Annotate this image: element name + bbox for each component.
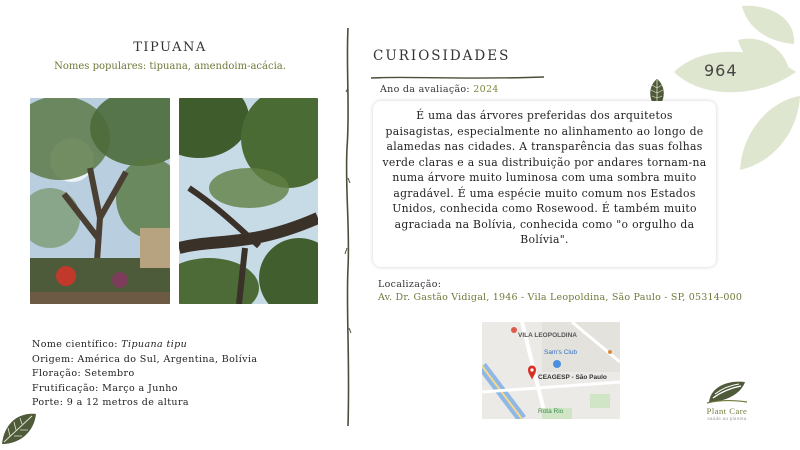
curiosities-text: É uma das árvores preferidas dos arquitetos paisagistas, especialmente no alinhamento ao longo de alamedas nas cidades. A transparência das suas folhas verde claras e a sua distribuição por andares tornam-na numa árvore muito luminosa com uma sombra muito agradável. É uma espécie muito comum nos Estados Unidos, conhecida como Rosewood. É também muito agraciada na Bolívia, conhecida como "o orgulho da Bolívia".	[373, 101, 716, 267]
tree-facts	[32, 338, 257, 411]
record-number: 964	[704, 61, 738, 80]
tree-photo-2	[179, 98, 318, 304]
map-neighborhood: VILA LEOPOLDINA	[518, 332, 577, 339]
fact-scientific-name: Nome científico: Tipuana tipu	[32, 339, 188, 350]
location-address[interactable]: Av. Dr. Gastão Vidigal, 1946 - Vila Leopoldina, São Paulo - SP, 05314-000	[378, 292, 743, 303]
tree-photo-1	[30, 98, 170, 304]
plant-care-logo-icon	[705, 378, 749, 404]
section-title: CURIOSIDADES	[373, 48, 511, 64]
map-place-3: Rota Rio	[538, 408, 564, 415]
map-place-1: Sam's Club	[544, 349, 578, 356]
fact-flowering: Floração: Setembro	[32, 368, 135, 379]
fact-fruiting: Frutificação: Março a Junho	[32, 382, 178, 394]
evaluation-year: Ano da avaliação: 2024	[380, 84, 499, 95]
map-place-2: CEAGESP - São Paulo	[538, 374, 607, 381]
popular-names: Nomes populares: tipuana, amendoim-acácia.	[54, 61, 286, 72]
brand-name: Plant Care	[706, 406, 748, 416]
brand-logo	[694, 378, 760, 426]
brand-tagline: saúde ao planeta	[707, 416, 747, 421]
vertical-divider	[344, 28, 352, 426]
fact-origin: Origem: América do Sul, Argentina, Bolívia	[32, 353, 258, 365]
title-underline	[370, 66, 545, 72]
leaf-icon	[0, 406, 40, 446]
location-map[interactable]	[482, 322, 620, 419]
tree-title: TIPUANA	[133, 40, 207, 55]
location-label: Localização:	[378, 279, 442, 290]
fact-size: Porte: 9 a 12 metros de altura	[32, 397, 189, 408]
